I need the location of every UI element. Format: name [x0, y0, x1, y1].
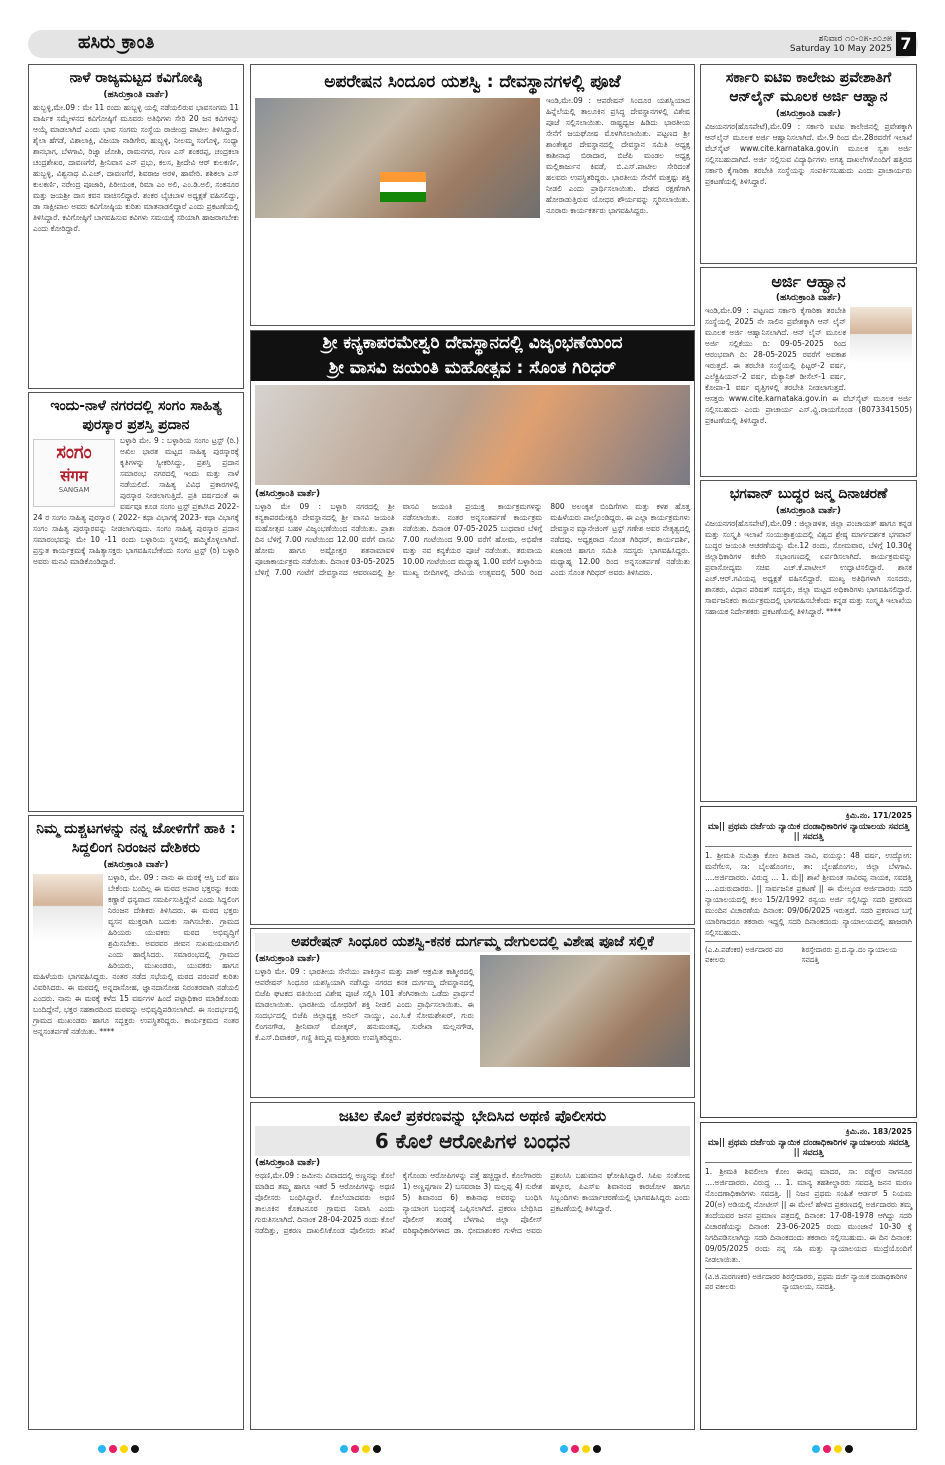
court-title: ಮಾ|| ಪ್ರಥಮ ದರ್ಜೆಯ ನ್ಯಾಯಿಕ ದಂಡಾಧಿಕಾರಿಗಳ ನ್ಯಾಯಾಲಯ ಸವದತ್ತಿ || ಸವದತ್ತಿ	[707, 1137, 910, 1158]
page-header-bar	[28, 30, 918, 58]
article-vasavi-jayanti	[250, 330, 695, 925]
article-iti-online-application	[700, 64, 917, 264]
logo-kannada: ಸಂಗಂ	[56, 442, 92, 463]
byline: (ಹಸಿರುಕ್ರಾಂತಿ ವಾರ್ತೆ)	[775, 506, 842, 516]
page-number: 7	[896, 32, 916, 56]
byline: (ಹಸಿರುಕ್ರಾಂತಿ ವಾರ್ತೆ)	[103, 860, 169, 870]
headline-line-2: ಶ್ರೀ ವಾಸವಿ ಜಯಂತಿ ಮಹೋತ್ಸವ : ಸೊಂತ ಗಿರಿಧರ್	[251, 356, 694, 381]
court-notice-183	[700, 1122, 917, 1430]
kicker: ಜಟಿಲ ಕೊಲೆ ಪ್ರಕರಣವನ್ನು ಭೇದಿಸಿದ ಅಥಣಿ ಪೊಲೀಸರು	[338, 1107, 607, 1125]
divider	[705, 1162, 912, 1163]
article-body: ಬಳ್ಳಾರಿ ಮೇ. 09 : ಭಾರತೀಯ ಸೇನೆಯು ಪಾಕಿಸ್ತಾನ ಮತ್ತು ಪಾಕ್ ಆಕ್ರಮಿತ ಕಾಶ್ಮೀರದಲ್ಲಿ ಆಪರೇಷನ್ ಸಿಂಧೂರ ಯಶಸ್ವಿಯಾಗಿ ನಡೆಸಿದ್ದು ನಗರದ ಕನಕ ದುರ್ಗಮ್ಮ ದೇವಸ್ಥಾನದಲ್ಲಿ ಬಿಜೆಪಿ ಘಟಕದ ವತಿಯಿಂದ ವಿಶೇಷ ಪೂಜೆ ಸಲ್ಲಿಸಿ 101 ತೆಂಗಿನಕಾಯಿ ಒಡೆದು ಪ್ರಾರ್ಥನೆ ಮಾಡಲಾಯಿತು. ಭಾರತೀಯ ಯೋಧರಿಗೆ ಶಕ್ತಿ ನೀಡಲಿ ಎಂದು ಪ್ರಾರ್ಥಿಸಲಾಯಿತು. ಈ ಸಂದರ್ಭದಲ್ಲಿ ಬಿಜೆಪಿ ಜಿಲ್ಲಾಧ್ಯಕ್ಷ ಅನಿಲ್ ನಾಯ್ಡು, ಎಂ.ಸಿ.ಕೆ ಸೋಮಶೇಖರ್, ಗುರು ಲಿಂಗನಗೌಡ, ಶ್ರೀನಿವಾಸ್ ಮೋತ್ಕರ್, ಹನುಮಂತಪ್ಪ, ಸುರೇಖಾ ಮಲ್ಲನಗೌಡ, ಕೆ.ಎಸ್.ದಿವಾಕರ್, ಗಣ್ಣಿ ತಿಮ್ಮಪ್ಪ ಮತ್ತಿತರರು ಉಪಸ್ಥಿತರಿದ್ದರು.	[255, 967, 477, 1042]
article-operation-sindoor-temples	[250, 64, 695, 326]
court-title: ಮಾ|| ಪ್ರಥಮ ದರ್ಜೆಯ ನ್ಯಾಯಿಕ ದಂಡಾಧಿಕಾರಿಗಳ ನ್ಯಾಯಾಲಯ ಸವದತ್ತಿ || ಸವದತ್ತಿ	[707, 821, 910, 842]
swamiji-photo	[33, 874, 103, 964]
advocate-signature: (ಎ.ಪಿ.ಪಡೆಂಕರ) ಅರ್ಜಿದಾರರ ಪರ ವಕೀಲರು	[705, 945, 784, 964]
registration-marks	[340, 1445, 381, 1453]
registration-marks	[98, 1445, 139, 1453]
clerk-signature: ಶಿರಸ್ತೇದಾರರು ಪ್ರ.ದ.ನ್ಯಾ.ದಂ ನ್ಯಾಯಾಲಯ ಸವದತ್ತಿ	[801, 945, 898, 964]
clerk-signature: ಶಿರಸ್ತೇದಾರರು, ಪ್ರಥಮ ದರ್ಜೆ ನ್ಯಾಯಿಕ ದಂಡಾಧಿಕಾರಿಗಳ ನ್ಯಾಯಾಲಯ, ಸವದತ್ತಿ.	[782, 1272, 908, 1291]
article-body: ಇಂಡಿ,ಮೇ.09 : ಆಪರೇಷನ್ ಸಿಂದೂರ ಯಶಸ್ವಿಯಾದ ಹಿನ್ನೆಲೆಯಲ್ಲಿ ತಾಲೂಕಿನ ಪ್ರಸಿದ್ಧ ದೇವಸ್ಥಾನಗಳಲ್ಲಿ ವಿಶೇಷ ಪೂಜೆ ಸಲ್ಲಿಸಲಾಯಿತು. ರಾಷ್ಟ್ರಧ್ವಜ ಹಿಡಿದು ಭಾರತೀಯ ಸೇನೆಗೆ ಜಯಘೋಷ ಮೊಳಗಿಸಲಾಯಿತು. ಪಟ್ಟಣದ ಶ್ರೀ ಶಾಂತೇಶ್ವರ ದೇವಸ್ಥಾನದಲ್ಲಿ ದೇವಸ್ಥಾನ ಸಮಿತಿ ಅಧ್ಯಕ್ಷ ಕಾಶೀನಾಥ ಬಿರಾದಾರ, ಬಿಜೆಪಿ ಮಂಡಲ ಅಧ್ಯಕ್ಷ ಮಲ್ಲಿಕಾರ್ಜುನ ಕಿವಡೆ, ಬಿ.ಎಸ್.ಪಾಟೀಲ ಸೇರಿದಂತೆ ಹಲವರು ಉಪಸ್ಥಿತರಿದ್ದರು. ಭಾರತೀಯ ಸೇನೆಗೆ ಮತ್ತಷ್ಟು ಶಕ್ತಿ ನೀಡಲಿ ಎಂದು ಪ್ರಾರ್ಥಿಸಲಾಯಿತು. ದೇಶದ ರಕ್ಷಣೆಗಾಗಿ ಹೋರಾಡುತ್ತಿರುವ ಯೋಧರ ಶೌರ್ಯವನ್ನು ಸ್ಮರಿಸಲಾಯಿತು. ನೂರಾರು ಕಾರ್ಯಕರ್ತರು ಭಾಗವಹಿಸಿದ್ದರು.	[546, 96, 693, 215]
headline: 6 ಕೊಲೆ ಆರೋಪಿಗಳ ಬಂಧನ	[255, 1126, 690, 1156]
article-sangam-award	[28, 392, 244, 812]
byline: (ಹಸಿರುಕ್ರಾಂತಿ ವಾರ್ತೆ)	[255, 1158, 321, 1168]
coconut-offering-photo	[480, 955, 690, 1067]
notice-body: 1. ಶ್ರೀಮತಿ ಸುಮಿತ್ರಾ ಕೋಂ ಶಿವಾಜಿ ನಾವಿ, ವಯಸ್ಸು: 48 ವರ್ಷ, ಉದ್ಯೋಗ: ಮನೆಗೆಲಸ, ಸಾ: ಬೈಲಹೊಂಗಲ, ತಾ: ಬೈಲಹೊಂಗಲ, ಜಿಲ್ಲಾ ಬೆಳಗಾವಿ. ....ಅರ್ಜಿದಾರರು. ವಿರುದ್ಧ ... 1. ಮೆ|| ಶಾಖೆ ಶ್ರೀಮಂತ ಸಾವಿರಪ್ಪ ನಾಯಕ, ಸವದತ್ತಿ ....ಎದುರುದಾರರು. || ಸಾರ್ವಜನಿಕ ಪ್ರಕಟಣೆ || ಈ ಮೇಲ್ಕಂಡ ಅರ್ಜಿದಾರರು ಸದರಿ ನ್ಯಾಯಾಲಯದಲ್ಲಿ ಕಲಂ 15/2/1992 ರನ್ವಯ ಅರ್ಜಿ ಸಲ್ಲಿಸಿದ್ದು ಸದರಿ ಪ್ರಕರಣದ ಮುಂದಿನ ವಿಚಾರಣೆಯ ದಿನಾಂಕ: 09/06/2025 ಇರುತ್ತದೆ. ಸದರಿ ಪ್ರಕರಣದ ಬಗ್ಗೆ ಯಾರಿಗಾದರೂ ತಕರಾರು ಇದ್ದಲ್ಲಿ ಸದರಿ ದಿನಾಂಕದಂದು ನ್ಯಾಯಾಲಯದಲ್ಲಿ ಹಾಜರಾಗಿ ಸಲ್ಲಿಸಬಹುದು.	[705, 850, 915, 937]
procession-photo	[255, 385, 690, 485]
headline-line-1: ಶ್ರೀ ಕನ್ಯಕಾಪರಮೇಶ್ವರಿ ದೇವಸ್ಥಾನದಲ್ಲಿ ವಿಜೃಂಭಣೆಯಿಂದ	[251, 331, 694, 356]
article-body: ಬಳ್ಳಾರಿ ಮೇ. 9 : ಬಳ್ಳಾರಿಯ ಸಂಗಂ ಟ್ರಸ್ಟ್ (ರಿ.) ಅಖಿಲ ಭಾರತ ಮಟ್ಟದ ಸಾಹಿತ್ಯ ಪುರಸ್ಕಾರಕ್ಕೆ ಕೃತಿಗಳನ್ನು ಸ್ವೀಕರಿಸಿದ್ದು, ಪ್ರಶಸ್ತಿ ಪ್ರದಾನ ಸಮಾರಂಭ ನಗರದಲ್ಲಿ ಇಂದು ಮತ್ತು ನಾಳೆ ನಡೆಯಲಿದೆ. ಸಾಹಿತ್ಯ ವಿವಿಧ ಪ್ರಕಾರಗಳಲ್ಲಿ ಪುರಸ್ಕಾರ ನೀಡಲಾಗುತ್ತಿದೆ. ಪ್ರತಿ ವರ್ಷದಂತೆ ಈ ವರ್ಷವೂ ಕೂಡ ಸಂಗಂ ಟ್ರಸ್ಟ್ ಪ್ರಕಟಿಸಿದ 2022-24 ರ ಸಂಗಂ ಸಾಹಿತ್ಯ ಪುರಸ್ಕಾರ ( 2022- ಕಥಾ ವಿಭಾಗಕ್ಕೆ 2023- ಕಥಾ ವಿಭಾಗಕ್ಕೆ ಸಂಗಂ ಸಾಹಿತ್ಯ ಪುರಸ್ಕಾರವನ್ನು ನೀಡಲಾಗುವುದು. ಸಂಗಂ ಸಾಹಿತ್ಯ ಪುರಸ್ಕಾರ ಪ್ರದಾನ ಸಮಾರಂಭವನ್ನು ಮೇ 10 -11 ರಂದು ಬಳ್ಳಾರಿಯ ಸ್ಥಳದಲ್ಲಿ ಹಮ್ಮಿಕೊಳ್ಳಲಾಗಿದೆ. ಪ್ರಸ್ತುತ ಕಾರ್ಯಕ್ರಮಕ್ಕೆ ಸಾಹಿತ್ಯಾಸಕ್ತರು ಭಾಗವಹಿಸಬೇಕೆಂದು ಸಂಗಂ ಟ್ರಸ್ಟ್ (ರಿ) ಬಳ್ಳಾರಿ ಅವರು ಮನವಿ ಮಾಡಿಕೊಂಡಿದ್ದಾರೆ.	[33, 436, 242, 566]
headline: ಅರ್ಜಿ ಆಹ್ವಾನ	[771, 272, 846, 291]
article-athani-murder	[250, 1102, 695, 1430]
article-swamiji	[28, 815, 244, 1430]
byline: (ಹಸಿರುಕ್ರಾಂತಿ ವಾರ್ತೆ)	[775, 109, 842, 119]
sangam-logo	[33, 439, 115, 507]
registration-marks	[812, 1445, 853, 1453]
registration-marks	[560, 1445, 601, 1453]
byline: (ಹಸಿರುಕ್ರಾಂತಿ ವಾರ್ತೆ)	[255, 489, 321, 499]
article-kanaka-durgamma	[250, 928, 695, 1098]
article-body: ವಿಜಯನಗರ(ಹೊಸಪೇಟೆ),ಮೇ.09 : ಜಿಲ್ಲಾಡಳಿತ, ಜಿಲ್ಲಾ ಪಂಚಾಯತ್ ಹಾಗೂ ಕನ್ನಡ ಮತ್ತು ಸಂಸ್ಕೃತಿ ಇಲಾಖೆ ಸಂಯುಕ್ತಾಶ್ರಯದಲ್ಲಿ ವಿಶ್ವದ ಶ್ರೇಷ್ಠ ಮಾರ್ಗದರ್ಶಕ ಭಗವಾನ್ ಬುದ್ಧರ ಜಯಂತಿ ಆಚರಣೆಯನ್ನು ಮೇ.12 ರಂದು, ಸೋಮವಾರ, ಬೆಳಿಗ್ಗೆ 10.30ಕ್ಕೆ ಜಿಲ್ಲಾಧಿಕಾರಿಗಳ ಕಚೇರಿ ಸಭಾಂಗಣದಲ್ಲಿ ಏರ್ಪಡಿಸಲಾಗಿದೆ. ಕಾರ್ಯಕ್ರಮವನ್ನು ಪ್ರವಾಸೋದ್ಯಮ ಸಚಿವ ಎಚ್.ಕೆ.ಪಾಟೀಲ್ ಉದ್ಘಾಟಿಸಲಿದ್ದಾರೆ. ಶಾಸಕ ಎಚ್.ಆರ್.ಗವಿಯಪ್ಪ ಅಧ್ಯಕ್ಷತೆ ವಹಿಸಲಿದ್ದಾರೆ. ಮುಖ್ಯ ಅತಿಥಿಗಳಾಗಿ ಸಂಸದರು, ಶಾಸಕರು, ವಿಧಾನ ಪರಿಷತ್ ಸದಸ್ಯರು, ಜಿಲ್ಲಾ ಮಟ್ಟದ ಅಧಿಕಾರಿಗಳು ಭಾಗವಹಿಸಲಿದ್ದಾರೆ. ಸಾರ್ವಜನಿಕರು ಕಾರ್ಯಕ್ರಮದಲ್ಲಿ ಭಾಗವಹಿಸಬೇಕೆಂದು ಕನ್ನಡ ಮತ್ತು ಸಂಸ್ಕೃತಿ ಇಲಾಖೆಯ ಸಹಾಯಕ ನಿರ್ದೇಶಕರು ಪ್ರಕಟಣೆಯಲ್ಲಿ ತಿಳಿಸಿದ್ದಾರೆ. ****	[705, 519, 915, 616]
india-flag-icon	[380, 172, 426, 202]
date-english: Saturday 10 May 2025	[789, 44, 892, 54]
masthead: ಹಸಿರು ಕ್ರಾಂತಿ	[78, 32, 155, 53]
date-kannada: ಶನಿವಾರ ೧೦-೦೫-೨೦೨೫	[818, 34, 892, 44]
logo-english: SANGAM	[58, 486, 90, 494]
byline: (ಹಸಿರುಕ್ರಾಂತಿ ವಾರ್ತೆ)	[255, 954, 321, 964]
court-notice-171	[700, 806, 917, 1118]
article-body: ಹುಬ್ಬಳ್ಳಿ,ಮೇ.09 : ಮೇ 11 ರಂದು ಹುಬ್ಬಳ್ಳಿ ಯಲ್ಲಿ ನಡೆಯಲಿರುವ ಭಾವಸಂಗಮ 11 ವಾರ್ಷಿಕ ಸಮ್ಮೇಳನದ ಕವಿಗೋಷ್ಠಿಗೆ ಮೂವರು ಅತಿಥಿಗಳು ಸೇರಿ 20 ಜನ ಕವಿಗಳನ್ನು ಆಯ್ಕೆ ಮಾಡಲಾಗಿದೆ ಎಂದು ಭಾವ ಸಂಗಮ ಸಂಸ್ಥೆಯ ರಾಜೀಂದ್ರ ಪಾಟೀಲ ತಿಳಿಸಿದ್ದಾರೆ. ಶೈಲಾ ಹೆಗಡೆ, ವಿಶಾಲಾಕ್ಷಿ, ವಿಜಯಾ ನಾಡಿಗೇರ, ಹುಬ್ಬಳ್ಳಿ, ನೀಲಮ್ಮ ಸಂಗೊಳ್ಳಿ, ಸಂಧ್ಯಾ ಶಾನಭಾಗ, ಬೆಳಗಾವಿ, ರಿಜ್ವಾ ಜೋಶಿ, ರಾಮನಗರ, ಗುಣ ಎಸ್ ಶಂಕರಪ್ಪ, ಚಂದ್ರಕಲಾ ಚಂದ್ರಶೇಖರ, ದಾವಣಗೆರೆ, ಶ್ರೀನಿವಾಸ ಎನ್ ಪ್ರಭು, ಕಲಸ, ಶ್ರೀದೇವಿ ಆರ್ ಕುಲಕರ್ಣಿ, ಹುಬ್ಬಳ್ಳಿ, ವಿಶ್ವನಾಥ ವಿ.ಎಚ್, ದಾವಣಗೆರೆ, ಶಿವರಾಜ ಅರಳಿ, ಹಾವೇರಿ. ಶಶಿಕಲಾ ಎಸ್ ಕುಲಕರ್ಣಿ, ನರೇಂದ್ರ ಪೂಜಾರಿ, ಪಿರೀಯಂಕ, ರಿಮಾ ಎಂ ಅಲಿ, ಎಂ.ಡಿ.ಅಲಿ, ಸಂಕನೂರ ಮತ್ತು ಜಯಶ್ರೀ ದಾಸ ಕವನ ವಾಚಿಸಲಿದ್ದಾರೆ. ಶಂಕರ ಬೈಚಬಾಳ ಅಧ್ಯಕ್ಷತೆ ವಹಿಸಲಿದ್ದು, ಡಾ ಸಾಕ್ಷೀಪಾಲ ಅವರು ಕವಿಗೋಷ್ಠಿಯ ಕುರಿತು ಮಾತನಾಡಲಿದ್ದಾರೆ ಎಂದು ಪ್ರಕಟಣೆಯಲ್ಲಿ ತಿಳಿಸಿದ್ದಾರೆ. ಕವಿಗೋಷ್ಠಿಗೆ ಬಾಗವಹಿಸುವ ಕವಿಗಳು ಸಮಯಕ್ಕೆ ಸರಿಯಾಗಿ ಹಾಜರಾಗಬೇಕು ಎಂದು ಕೋರಿದ್ದಾರೆ.	[33, 103, 242, 233]
article-poets-meet	[28, 64, 244, 389]
headline: ಸರ್ಕಾರಿ ಐಟಿಐ ಕಾಲೇಜು ಪ್ರವೇಶಾತಿಗೆ ಆನ್‌ಲೈನ್ ಮೂಲಕ ಅರ್ಜಿ ಆಹ್ವಾನ	[725, 70, 892, 105]
headline: ಭಗವಾನ್ ಬುದ್ಧರ ಜನ್ಮ ದಿನಾಚರಣೆ	[729, 486, 888, 502]
article-body: ಬಳ್ಳಾರಿ, ಮೇ. 09 : ನಾನು ಈ ಮಠಕ್ಕೆ ಆಸ್ತಿ ಬರೆ ಹಣ ಬೇಕೆಂದು ಬಂದಿಲ್ಲ ಈ ಮಠದ ಅಪಾರ ಭಕ್ತರನ್ನು ಕಂಡು ಕಣ್ಣಾರೆ ಧನ್ಯವಾದ ಸಮರ್ಪಿಸುತ್ತಿದ್ದೇನೆ ಎಂದು ಸಿದ್ದಲಿಂಗ ನಿರಂಜನ ದೇಶಿಕರು ತಿಳಿಸಿದರು. ಈ ಮಠದ ಭಕ್ತರು ವ್ಯಸನ ಮುಕ್ತರಾಗಿ ಬದುಕು ಸಾಗಿಸಬೇಕು. ಗ್ರಾಮದ ಹಿರಿಯರು ಯುವಕರು ಮಠದ ಅಭಿವೃದ್ಧಿಗೆ ಶ್ರಮಿಸಬೇಕು. ಅವರವರ ಜೀವನ ಸುಖಮಯವಾಗಲಿ ಎಂದು ಹಾರೈಸಿದರು. ಸಮಾರಂಭದಲ್ಲಿ ಗ್ರಾಮದ ಹಿರಿಯರು, ಮುಖಂಡರು, ಯುವಕರು ಹಾಗೂ ಮಹಿಳೆಯರು ಭಾಗವಹಿಸಿದ್ದರು. ನಂತರ ನಡೆದ ಸಭೆಯಲ್ಲಿ ಮಠದ ಪರಂಪರೆ ಕುರಿತು ವಿವರಿಸಿದರು. ಈ ಮಠದಲ್ಲಿ ಅನ್ನದಾಸೋಹ, ಜ್ಞಾನದಾಸೋಹ ನಿರಂತರವಾಗಿ ನಡೆಯಲಿ ಎಂದರು. ನಾನು ಈ ಮಠಕ್ಕೆ ಕಳೆದ 15 ವರ್ಷಗಳ ಹಿಂದೆ ಪಟ್ಟಾಧಿಕಾರ ಮಾಡಿಕೊಂಡು ಬಂದಿದ್ದೇನೆ, ಭಕ್ತರ ಸಹಕಾರದಿಂದ ಮಠವನ್ನು ಅಭಿವೃದ್ಧಿಪಡಿಸಲಾಗಿದೆ. ಈ ಸಂದರ್ಭದಲ್ಲಿ ಗ್ರಾಮದ ಮುಖಂಡರು ಹಾಗೂ ಸದ್ಭಕ್ತರು ಉಪಸ್ಥಿತರಿದ್ದರು. ಕಾರ್ಯಕ್ರಮದ ನಂತರ ಅನ್ನಸಂತರ್ಪಣೆ ನಡೆಯಿತು. ****	[33, 873, 242, 1036]
case-number: ಕ್ರಿಮಿ.ನಂ. 183/2025	[845, 1127, 912, 1136]
byline: (ಹಸಿರುಕ್ರಾಂತಿ ವಾರ್ತೆ)	[775, 293, 842, 303]
article-application-invite	[700, 267, 917, 477]
headline: ಇಂದು-ನಾಳೆ ನಗರದಲ್ಲಿ ಸಂಗಂ ಸಾಹಿತ್ಯ ಪುರಸ್ಕಾರ ಪ್ರಶಸ್ತಿ ಪ್ರದಾನ	[50, 398, 222, 433]
headline: ಅಪರೇಷನ್ ಸಿಂಧೂರ ಯಶಸ್ವಿ-ಕನಕ ದುರ್ಗಮ್ಮ ದೇಗುಲದಲ್ಲಿ ವಿಶೇಷ ಪೂಜೆ ಸಲ್ಲಿಕೆ	[255, 933, 690, 952]
article-body: ಇಂಡಿ,ಮೇ.09 : ಪಟ್ಟಣದ ಸರ್ಕಾರಿ ಕೈಗಾರಿಕಾ ತರಬೇತಿ ಸಂಸ್ಥೆಯಲ್ಲಿ 2025 ನೇ ಸಾಲಿನ ಪ್ರವೇಶಕ್ಕಾಗಿ ಆನ್ ಲೈನ್ ಮೂಲಕ ಅರ್ಜಿ ಆಹ್ವಾನಿಸಲಾಗಿದೆ. ಆನ್ ಲೈನ್ ಮೂಲಕ ಅರ್ಜಿ ಸಲ್ಲಿಕೆಯು ದಿ: 09-05-2025 ರಿಂದ ಆರಂಭವಾಗಿ ದಿ: 28-05-2025 ರವರೆಗೆ ಅವಕಾಶ ಇರುತ್ತದೆ. ಈ ತರಬೇತಿ ಸಂಸ್ಥೆಯಲ್ಲಿ ಫಿಟ್ಟರ್-2 ವರ್ಷ, ಎಲೆಕ್ಟ್ರಿಷಿಯನ್-2 ವರ್ಷ, ಮೆಕ್ಯಾನಿಕ್ ಡೀಸೆಲ್-1 ವರ್ಷ, ಕೋಪಾ-1 ವರ್ಷ ವೃತ್ತಿಗಳಲ್ಲಿ ತರಬೇತಿ ನೀಡಲಾಗುತ್ತದೆ. ಆಸಕ್ತರು www.cite.karnataka.gov.in ಈ ವೆಬ್‌ಸೈಟ್ ಮೂಲಕ ಅರ್ಜಿ ಸಲ್ಲಿಸಬಹುದು ಎಂದು ಪ್ರಾಚಾರ್ಯ ಎಸ್.ವ್ಹಿ.ರಾಯಗೊಂಡ (8073341505) ಪ್ರಕಟಣೆಯಲ್ಲಿ ತಿಳಿಸಿದ್ದಾರೆ.	[705, 306, 915, 425]
dateline	[790, 34, 892, 54]
case-number: ಕ್ರಿಮಿ.ನಂ. 171/2025	[845, 811, 912, 820]
byline: (ಹಸಿರುಕ್ರಾಂತಿ ವಾರ್ತೆ)	[103, 90, 169, 100]
divider	[705, 1268, 912, 1269]
divider	[705, 846, 912, 847]
principal-photo	[850, 307, 912, 383]
article-body: ಬಳ್ಳಾರಿ ಮೇ 09 : ಬಳ್ಳಾರಿ ನಗರದಲ್ಲಿ ಶ್ರೀ ಕನ್ಯಕಾಪರಮೇಶ್ವರಿ ದೇವಸ್ಥಾನದಲ್ಲಿ ಶ್ರೀ ವಾಸವಿ ಜಯಂತಿ ಮಹೋತ್ಸವ ಬಹಳ ವಿಜೃಂಭಣೆಯಿಂದ ನಡೆಯಿತು. ಪ್ರಾತಃ ದಿನ ಬೆಳಿಗ್ಗೆ 7.00 ಗಂಟೆಯಿಂದ 12.00 ವರೆಗೆ ವಾಸವಿ ಹೋಮ ಹಾಗೂ ಅಷ್ಟೋತ್ತರ ಶತನಾಮಾವಳಿ ಪೂಜಾಕಾರ್ಯಕ್ರಮ ನಡೆಯಿತು. ದಿನಾಂಕ 03-05-2025 ಬೆಳಿಗ್ಗೆ 7.00 ಗಂಟೆಗೆ ದೇವಸ್ಥಾನದ ಆವರಣದಲ್ಲಿ ಶ್ರೀ ವಾಸವಿ ಜಯಂತಿ ಪ್ರಯುಕ್ತ ಕಾರ್ಯಕ್ರಮಗಳನ್ನು ನಡೆಸಲಾಯಿತು. ನಂತರ ಅನ್ನಸಂತರ್ಪಣೆ ಕಾರ್ಯಕ್ರಮ ನಡೆಯಿತು. ದಿನಾಂಕ 07-05-2025 ಬುಧವಾರ ಬೆಳಿಗ್ಗೆ 7.00 ಗಂಟೆಯಿಂದ 9.00 ವರೆಗೆ ಹೋಮ, ಅಭಿಷೇಕ ಮತ್ತು ನವ ಕನ್ಯಕೆಯರ ಪೂಜೆ ನಡೆಯಿತು. ತರುವಾಯ 10.00 ಗಂಟೆಯಿಂದ ಮಧ್ಯಾಹ್ನ 1.00 ವರೆಗೆ ಬಳ್ಳಾರಿಯ ಮುಖ್ಯ ಬೀದಿಗಳಲ್ಲಿ ದೇವಿಯ ಉತ್ಸವದಲ್ಲಿ 500 ರಿಂದ 800 ಅಲಂಕೃತ ಬಿಂದಿಗೆಗಳು ಮತ್ತು ಕಳಶ ಹೊತ್ತ ಮಹಿಳೆಯರು ಪಾಲ್ಗೊಂಡಿದ್ದರು. ಈ ಎಲ್ಲಾ ಕಾರ್ಯಕ್ರಮಗಳು ದೇವಸ್ಥಾನ ಮ್ಯಾನೇಜಿಂಗ್ ಟ್ರಸ್ಟ್ ಗಣೇಶ ಅವರ ನೇತೃತ್ವದಲ್ಲಿ ನಡೆದವು. ಅಧ್ಯಕ್ಷರಾದ ಸೊಂತ ಗಿರಿಧರ್, ಕಾರ್ಯದರ್ಶಿ, ಖಜಾಂಚಿ ಹಾಗೂ ಸಮಿತಿ ಸದಸ್ಯರು ಭಾಗವಹಿಸಿದ್ದರು. ಮಧ್ಯಾಹ್ನ 12.00 ರಿಂದ ಅನ್ನಸಂತರ್ಪಣೆ ನಡೆಯಿತು ಎಂದು ಸೊಂತ ಗಿರಿಧರ್ ಅವರು ತಿಳಿಸಿದರು.	[255, 502, 693, 577]
headline: ನಾಳೆ ರಾಜ್ಯಮಟ್ಟದ ಕವಿಗೋಷ್ಠಿ	[69, 70, 203, 86]
article-body: ಅಥಣಿ,ಮೇ.09 : ಜಮೀನು ವಿವಾದದಲ್ಲಿ ಅಣ್ಣನನ್ನು ಕೊಲೆ ಮಾಡಿದ ತಮ್ಮ ಹಾಗೂ ಇತರೆ 5 ಆರೋಪಿಗಳನ್ನು ಅಥಣಿ ಪೊಲೀಸರು ಬಂಧಿಸಿದ್ದಾರೆ. ಕೊಲೆಯಾದವರು ಅಥಣಿ ತಾಲೂಕಿನ ಕೊಕಟನೂರ ಗ್ರಾಮದ ನಿವಾಸಿ ಎಂದು ಗುರುತಿಸಲಾಗಿದೆ. ದಿನಾಂಕ 28-04-2025 ರಂದು ಕೊಲೆ ನಡೆದಿತ್ತು, ಪ್ರಕರಣ ದಾಖಲಿಸಿಕೊಂಡ ಪೊಲೀಸರು ತನಿಖೆ ಕೈಗೊಂಡು ಆರೋಪಿಗಳನ್ನು ಪತ್ತೆ ಹಚ್ಚಿದ್ದಾರೆ. ಕೊಲೆಗಾರರು 1) ಅಣ್ಣಪ್ಪಗಾಣ 2) ಬಸವರಾಜ 3) ಮಲ್ಲಪ್ಪ 4) ಸುರೇಶ 5) ಶಿವಾನಂದ 6) ಕಾಶಿನಾಥ ಅವರನ್ನು ಬಂಧಿಸಿ ನ್ಯಾಯಾಂಗ ಬಂಧನಕ್ಕೆ ಒಪ್ಪಿಸಲಾಗಿದೆ. ಪ್ರಕರಣ ಬೇಧಿಸಿದ ಪೊಲೀಸ್ ತಂಡಕ್ಕೆ ಬೆಳಗಾವಿ ಜಿಲ್ಲಾ ಪೊಲೀಸ್ ವರಿಷ್ಠಾಧಿಕಾರಿಗಳಾದ ಡಾ. ಭೀಮಾಶಂಕರ ಗುಳೇದ ಅವರು ಪ್ರಶಂಸಿಸಿ ಬಹುಮಾನ ಘೋಷಿಸಿದ್ದಾರೆ. ಸಿಪಿಐ ಸಂತೋಷ ಹಳ್ಳೂರ, ಪಿಎಸ್‌ಐ ಶಿವಾನಂದ ಕಾರಜೋಳ ಹಾಗೂ ಸಿಬ್ಬಂದಿಗಳು ಕಾರ್ಯಾಚರಣೆಯಲ್ಲಿ ಭಾಗವಹಿಸಿದ್ದರು ಎಂದು ಪ್ರಕಟಣೆಯಲ್ಲಿ ತಿಳಿಸಿದ್ದಾರೆ.	[255, 1171, 693, 1235]
headline: ಅಪರೇಷನ ಸಿಂದೂರ ಯಶಸ್ವಿ : ದೇವಸ್ಥಾನಗಳಲ್ಲಿ ಪೂಜೆ	[324, 72, 621, 92]
temple-group-photo	[255, 98, 540, 218]
notice-body: 1. ಶ್ರೀಮತಿ ಶಿವಲೀಲಾ ಕೋಂ ಈರಪ್ಪ ಮಾದರ, ಸಾ: ರಡ್ಡೇರ ನಾಗನೂರ ....ಅರ್ಜಿದಾರರು. ವಿರುದ್ಧ ... 1. ಮಾನ್ಯ ತಹಶೀಲ್ದಾರರು ಸವದತ್ತಿ ಜನನ ಮರಣ ನೊಂದಣಾಧಿಕಾರಿಗಳು ಸವದತ್ತಿ. || ನಿಜನ ಪ್ರಥಮ ಸಂಹಿತೆ ಆರ್ಡರ್ 5 ನಿಯಮ 20(ಅ) ಅಡಿಯಲ್ಲಿ ನೋಟೀಸ್ || ಈ ಮೇಲೆ ಹೇಳಿದ ಪ್ರಕರಣದಲ್ಲಿ ಅರ್ಜಿದಾರರು ತಮ್ಮ ತಂದೆಯವರ ಜನನ ಪ್ರಮಾಣ ಪತ್ರದಲ್ಲಿ ದಿನಾಂಕ: 17-08-1978 ಆಗಿದ್ದು ಸದರಿ ವಿಚಾರಣೆಯನ್ನು ದಿನಾಂಕ: 23-06-2025 ರಂದು ಮುಂಜಾನೆ 10-30 ಕ್ಕೆ ನಿಗದಿಪಡಿಸಲಾಗಿದ್ದು ಸದರಿ ದಿನಾಂಕದಂದು ತಕರಾರು ಸಲ್ಲಿಸಬಹುದು. ಈ ದಿನ ದಿನಾಂಕ: 09/05/2025 ರಂದು ನನ್ನ ಸಹಿ ಮತ್ತು ನ್ಯಾಯಾಲಯದ ಮುದ್ರೆಯೊಂದಿಗೆ ನೀಡಲಾಯಿತು.	[705, 1166, 915, 1264]
article-body: ವಿಜಯನಗರ(ಹೊಸಪೇಟೆ),ಮೇ.09 : ಸರ್ಕಾರಿ ಐಟಿಐ ಕಾಲೇಜಿನಲ್ಲಿ ಪ್ರವೇಶಕ್ಕಾಗಿ ಆನ್‌ಲೈನ್ ಮೂಲಕ ಅರ್ಜಿ ಆಹ್ವಾನಿಸಲಾಗಿದೆ. ಮೇ.9 ರಿಂದ ಮೇ.28ರವರೆಗೆ ಇಲಾಖೆ ವೆಬ್‌ಸೈಟ್ www.cite.karnataka.gov.in ಮೂಲಕ ಸ್ವತಃ ಅರ್ಜಿ ಸಲ್ಲಿಸಬಹುದಾಗಿದೆ. ಅರ್ಜಿ ಸಲ್ಲಿಸುವ ವಿದ್ಯಾರ್ಥಿಗಳು ಅಗತ್ಯ ದಾಖಲೆಗಳೊಂದಿಗೆ ಹತ್ತಿರದ ಸರ್ಕಾರಿ ಕೈಗಾರಿಕಾ ತರಬೇತಿ ಸಂಸ್ಥೆಯನ್ನು ಸಂಪರ್ಕಿಸಬಹುದು ಎಂದು ಪ್ರಾಚಾರ್ಯರು ಪ್ರಕಟಣೆಯಲ್ಲಿ ತಿಳಿಸಿದ್ದಾರೆ.	[705, 122, 915, 186]
headline: ನಿಮ್ಮ ದುಶ್ಚಟಗಳನ್ನು ನನ್ನ ಜೋಳಿಗೆಗೆ ಹಾಕಿ : ಸಿದ್ದಲಿಂಗ ನಿರಂಜನ ದೇಶಿಕರು	[36, 821, 236, 856]
advocate-signature: (ವಿ.ಜಿ.ಮರಗಣಕರ) ಅರ್ಜಿದಾರರ ಪರ ವಕೀಲರು	[705, 1272, 780, 1291]
divider	[705, 941, 912, 942]
article-buddha-jayanti	[700, 480, 917, 802]
logo-hindi: संगम	[60, 467, 88, 485]
